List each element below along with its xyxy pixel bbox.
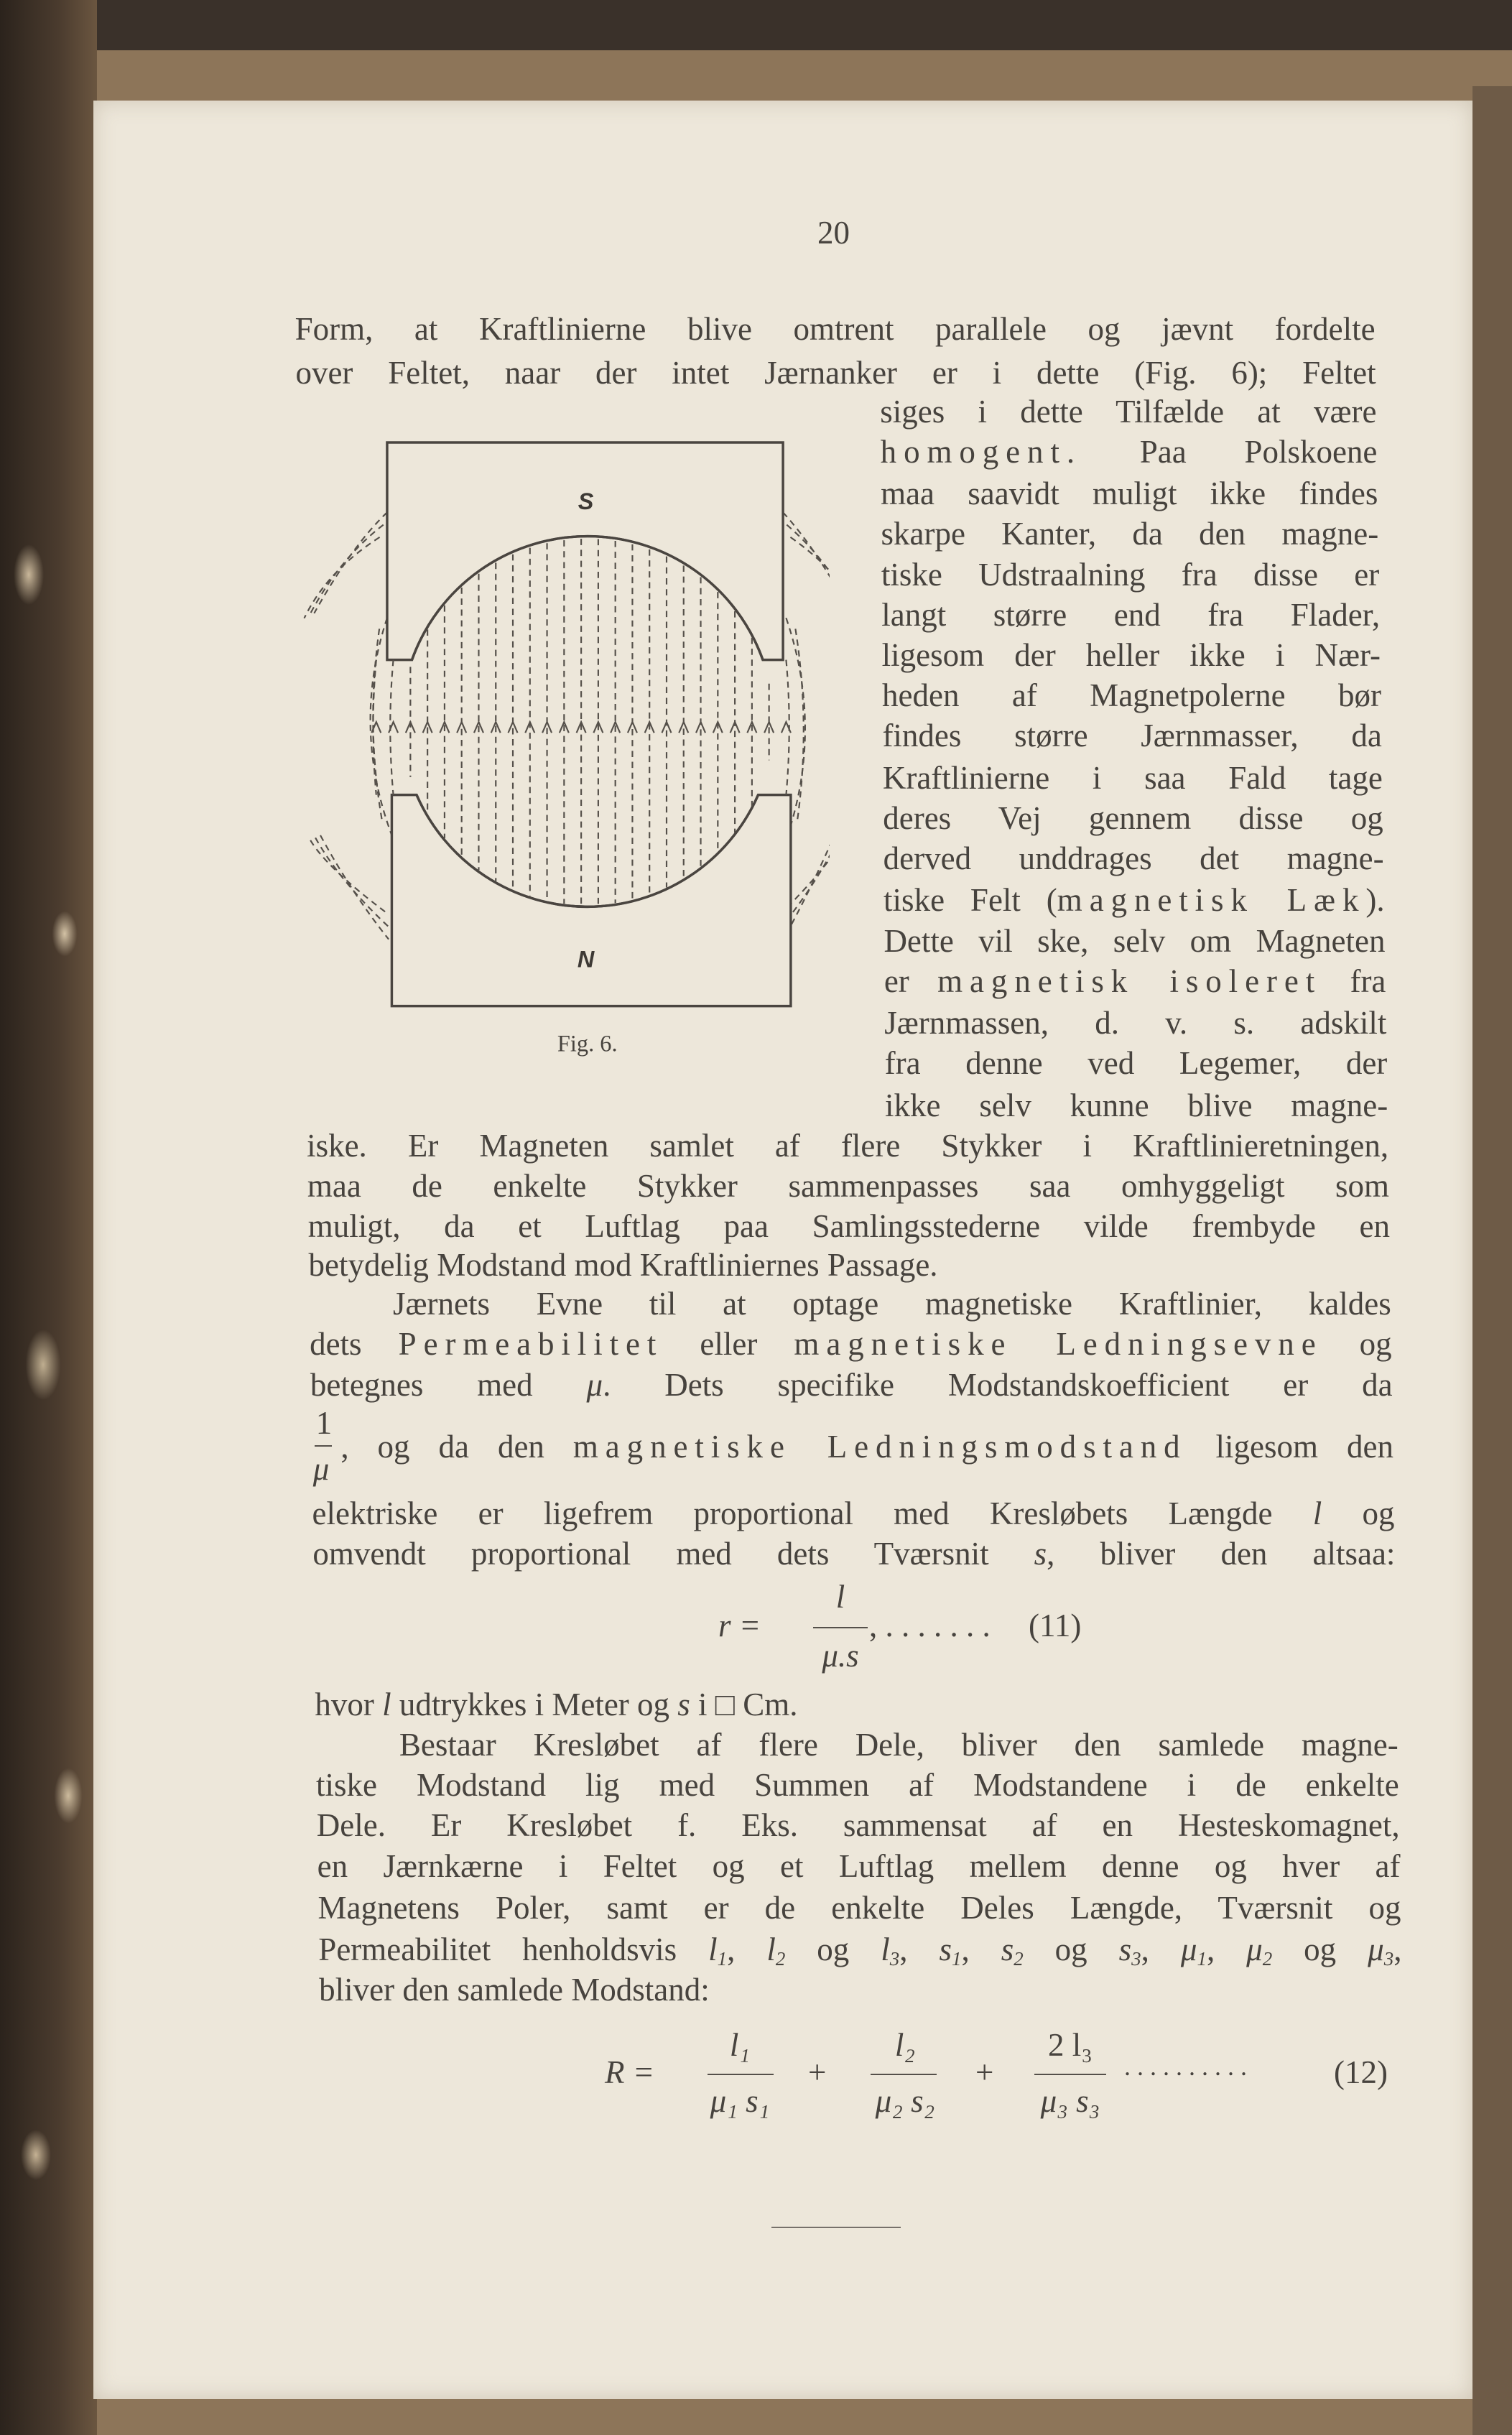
text-segment: , <box>1393 1931 1402 1968</box>
eq11-label: (11) <box>1029 1608 1082 1643</box>
eq12-f2-bar <box>871 2074 937 2075</box>
text-line <box>881 557 1379 593</box>
text-segment: s <box>677 1686 690 1722</box>
text-line <box>308 1208 1390 1244</box>
eq12-f1-denominator: μ₁ s₁ <box>710 2083 770 2119</box>
text-segment: $s_3$ <box>1118 1931 1141 1970</box>
text-line <box>308 1247 1390 1283</box>
fringe-line <box>788 813 830 919</box>
text-segment: l <box>1312 1495 1322 1531</box>
text-segment: s <box>1034 1536 1047 1572</box>
text-segment: magnetisk isoleret <box>937 963 1322 999</box>
text-segment: siges i dette Tilfælde at være <box>880 393 1377 430</box>
text-segment: Kraftlinierne i saa Fald tage <box>882 759 1383 796</box>
text-segment: elektriske er ligefrem proportional med Kresløbets Længde <box>312 1495 1313 1531</box>
text-segment: $s_1$ <box>939 1931 962 1970</box>
fringe-line <box>795 629 803 822</box>
text-line <box>316 1767 1399 1803</box>
text-segment: $l_2$ <box>766 1931 786 1970</box>
subscript: 2 <box>775 1947 786 1970</box>
text-segment: deres Vej gennem disse og <box>883 799 1383 836</box>
subscript: 3 <box>889 1947 900 1970</box>
text-segment: tiske Felt ( <box>883 882 1057 919</box>
text-line <box>885 1045 1388 1081</box>
fringe-line <box>315 838 389 927</box>
text-segment: derved unddrages det magne- <box>883 840 1384 877</box>
figure-magnet-field <box>302 404 830 1087</box>
text-line <box>312 1536 1395 1572</box>
text-segment: , <box>899 1931 940 1968</box>
fringe-line <box>788 810 830 932</box>
fringe-line <box>310 840 389 914</box>
text-segment: langt større end fra Flader, <box>881 596 1381 633</box>
text-line <box>307 1168 1389 1204</box>
text-segment: magnetiske Ledningsmodstand <box>572 1429 1187 1465</box>
fringe-line <box>783 512 830 598</box>
text-line <box>883 760 1383 796</box>
text-segment: omvendt proportional med dets Tværsnit <box>312 1536 1034 1572</box>
north-pole-piece <box>391 795 790 1006</box>
text-segment: iske. Er Magneten samlet af flere Stykker i Kraftlinieretningen, <box>307 1127 1389 1164</box>
eq12-lhs: R = <box>605 2054 655 2090</box>
text-segment: og <box>1322 1326 1392 1363</box>
text-segment: heden af Magnetpolerne bør <box>882 677 1381 714</box>
text-line <box>295 355 1376 391</box>
eq12-plus-1: + <box>808 2054 827 2090</box>
text-segment: og <box>785 1931 881 1968</box>
fringe-line <box>787 525 830 602</box>
text-segment: i □ Cm. <box>690 1686 798 1722</box>
text-segment: maa saavidt muligt ikke findes <box>881 476 1378 512</box>
text-line <box>882 718 1381 753</box>
text-line <box>312 1495 1394 1531</box>
eq12-f3-bar <box>1034 2074 1106 2075</box>
subscript: 2 <box>1014 1947 1024 1970</box>
text-line <box>883 882 1385 918</box>
text-line <box>880 394 1376 430</box>
text-line <box>307 1128 1388 1164</box>
subscript: 3 <box>1383 1947 1394 1970</box>
text-line <box>885 1087 1388 1123</box>
text-line <box>884 963 1386 999</box>
text-line <box>882 637 1381 673</box>
text-line <box>399 1727 1399 1763</box>
text-line <box>881 597 1380 633</box>
fringe-line <box>305 537 380 618</box>
inline-fraction-numerator: 1 <box>315 1405 333 1441</box>
eq12-label: (12) <box>1334 2054 1388 2090</box>
eq11-lhs: r = <box>718 1608 761 1643</box>
book-edge <box>1472 86 1512 2435</box>
eq11-fraction-bar <box>813 1627 868 1628</box>
eq12-plus-2: + <box>975 2054 994 2090</box>
text-segment: Permeabilitet <box>398 1326 664 1363</box>
text-line <box>318 1931 1402 1970</box>
text-segment: Form, at Kraftlinierne blive omtrent parallele og jævnt fordelte <box>294 311 1376 348</box>
text-segment: hvor <box>315 1686 383 1722</box>
text-segment: dets <box>310 1326 399 1363</box>
text-line <box>317 1807 1400 1843</box>
north-pole-label: N <box>577 946 595 973</box>
text-segment: betydelig Modstand mod Kraftliniernes Passage. <box>308 1247 938 1284</box>
text-segment: magnetiske Ledningsevne <box>794 1326 1323 1363</box>
text-line <box>882 677 1381 713</box>
text-line <box>295 311 1376 347</box>
text-line <box>340 1429 1393 1465</box>
text-segment: , og da den <box>340 1429 573 1465</box>
text-segment: Dette vil ske, selv om Magneten <box>883 922 1386 959</box>
text-line <box>881 516 1378 552</box>
south-pole-piece <box>387 442 783 660</box>
text-segment: en Jærnkærne i Feltet og et Luftlag mellem denne og hver af <box>317 1847 1401 1884</box>
eq11-numerator: l <box>835 1579 845 1615</box>
text-segment: homogent. <box>880 433 1082 470</box>
text-segment: magnetisk Læk <box>1057 882 1366 919</box>
text-segment: , <box>961 1931 1001 1968</box>
text-segment: bliver den samlede Modstand: <box>319 1972 710 2008</box>
text-segment: $s_2$ <box>1001 1931 1024 1970</box>
eq12-f1-bar <box>708 2074 774 2075</box>
text-segment: tiske Udstraalning fra disse er <box>881 556 1380 593</box>
text-line <box>319 1972 1402 2008</box>
eq12-dots: . . . . . . . . . . <box>1124 2052 1247 2081</box>
subscript: 3 <box>1131 1947 1141 1970</box>
marbled-endpaper <box>0 0 97 2435</box>
text-segment: l <box>382 1686 391 1722</box>
text-segment: og <box>1272 1931 1368 1968</box>
subscript: 2 <box>1262 1947 1273 1970</box>
text-line <box>393 1286 1391 1322</box>
eq11-denominator: μ.s <box>822 1638 859 1674</box>
text-segment: er <box>883 963 938 999</box>
text-line <box>317 1848 1401 1884</box>
text-line <box>310 1367 1393 1403</box>
text-line <box>310 1326 1392 1362</box>
eq12-f1-numerator: l₁ <box>729 2027 751 2063</box>
text-segment: findes større Jærnmasser, da <box>882 718 1382 754</box>
page-number: 20 <box>817 215 850 251</box>
text-segment: ligesom den <box>1187 1429 1393 1465</box>
text-segment: Paa Polskoene <box>1082 433 1378 470</box>
text-segment: Jærnmassen, d. v. s. adskilt <box>884 1005 1387 1042</box>
text-segment: $l_3$ <box>881 1931 900 1970</box>
text-line <box>883 923 1385 959</box>
eq12-f2-denominator: μ₂ s₂ <box>875 2083 935 2119</box>
end-rule <box>771 2227 901 2228</box>
text-segment: tiske Modstand lig med Summen af Modstandene i de enkelte <box>315 1767 1399 1804</box>
text-segment: eller <box>663 1326 794 1363</box>
fringe-line <box>314 512 387 613</box>
text-segment: maa de enkelte Stykker sammenpasses saa omhyggeligt som <box>307 1168 1390 1204</box>
text-segment: skarpe Kanter, da den magne- <box>881 516 1379 552</box>
text-segment: $l_1$ <box>708 1931 728 1970</box>
figure-caption: Fig. 6. <box>557 1031 618 1057</box>
text-segment: Magnetens Poler, samt er de enkelte Deles Længde, Tværsnit og <box>317 1889 1401 1926</box>
text-line <box>883 800 1383 836</box>
text-segment: $\mu_2$ <box>1246 1931 1273 1970</box>
text-line <box>315 1687 1398 1722</box>
text-segment: ligesom der heller ikke i Nær- <box>881 636 1381 673</box>
text-segment: Dele. Er Kresløbet f. Eks. sammensat af en Hesteskomagnet, <box>316 1807 1400 1844</box>
subscript: 1 <box>1197 1947 1207 1970</box>
text-line <box>881 434 1378 470</box>
subscript: 1 <box>717 1947 728 1970</box>
text-segment: fra <box>1322 963 1386 999</box>
text-segment: . Dets specifike Modstandskoefficient er da <box>603 1366 1393 1403</box>
text-segment: og <box>1023 1931 1119 1968</box>
text-segment: Permeabilitet henholdsvis <box>318 1931 709 1968</box>
text-line <box>317 1890 1401 1926</box>
south-pole-label: S <box>578 488 594 514</box>
text-segment: , <box>727 1931 767 1968</box>
eq12-f2-numerator: l₂ <box>894 2027 916 2063</box>
text-segment: ). <box>1365 882 1385 919</box>
inline-fraction-denominator: μ <box>312 1451 330 1487</box>
fringe-line <box>320 835 389 940</box>
subscript: 1 <box>952 1947 962 1970</box>
text-line <box>881 476 1378 511</box>
text-line <box>884 1005 1386 1041</box>
eq11-dots: , . . . . . . . <box>869 1608 991 1643</box>
text-line <box>883 840 1384 876</box>
eq12-f3-denominator: μ₃ s₃ <box>1040 2083 1100 2119</box>
text-segment: fra denne ved Legemer, der <box>884 1045 1388 1082</box>
text-segment: udtrykkes i Meter og <box>391 1686 678 1722</box>
text-segment: , bliver den altsaa: <box>1047 1536 1396 1572</box>
text-segment: over Feltet, naar der intet Jærnanker er i dette (Fig. 6); Feltet <box>295 354 1376 391</box>
text-segment: muligt, da et Luftlag paa Samlingsstederne vilde frembyde en <box>307 1208 1390 1245</box>
iron-core-outline <box>412 537 763 907</box>
text-segment: og <box>1322 1495 1395 1531</box>
text-segment: , <box>1206 1931 1247 1968</box>
text-segment: ikke selv kunne blive magne- <box>885 1087 1388 1123</box>
text-segment: Jærnets Evne til at optage magnetiske Kraftlinier, kaldes <box>392 1286 1391 1322</box>
eq12-f3-numerator: 2 l₃ <box>1048 2027 1093 2063</box>
text-segment: Bestaar Kresløbet af flere Dele, bliver den samlede magne- <box>399 1726 1399 1763</box>
inline-fraction-bar <box>315 1445 332 1447</box>
text-segment: betegnes med <box>310 1366 587 1403</box>
text-segment: $\mu_1$ <box>1180 1931 1207 1970</box>
text-segment: , <box>1141 1931 1181 1968</box>
text-segment: $\mu_3$ <box>1368 1931 1394 1970</box>
text-segment: μ <box>586 1366 603 1403</box>
